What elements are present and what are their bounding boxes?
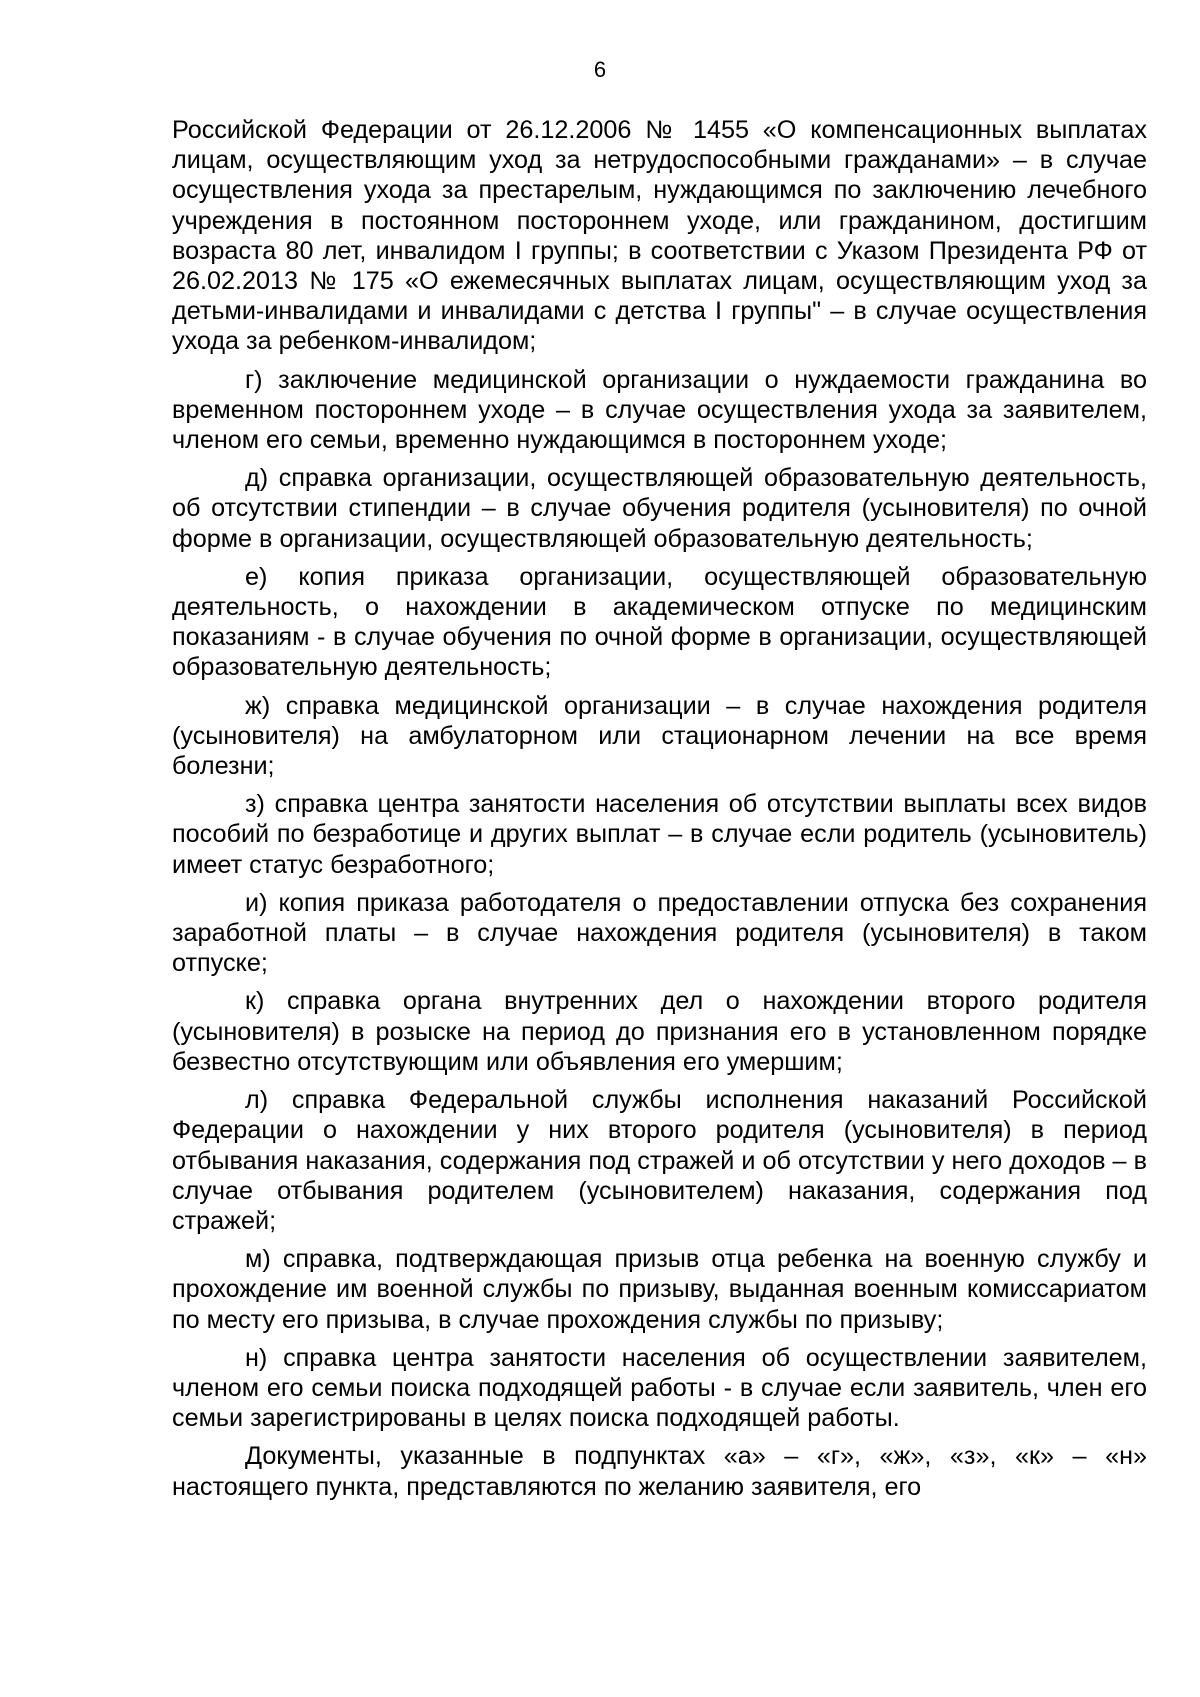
paragraph-continuation: Российской Федерации от 26.12.2006 № 1455 «О компенсационных выплатах лицам, осуществляющим уход за нетрудоспособными гражданами» – в случае осуществления ухода за престарелым, нуждающимся по заключению лечебного учреждения в постоянном постороннем уходе, или гражданином, достигшим возраста 80 лет, инвалидом I группы; в соответствии с Указом Президента РФ от 26.02.2013 № 175 «О ежемесячных выплатах лицам, осуществляющим уход за детьми-инвалидами и инвалидами с детства I группы" – в случае осуществления ухода за ребенком-инвалидом;: [172, 116, 1147, 356]
page-number: 6: [593, 57, 607, 82]
paragraph-item-e: е) копия приказа организации, осуществляющей образовательную деятельность, о нахождении в академическом отпуске по медицинским показаниям - в случае обучения по очной форме в организации, осуществляющей образовательную деятельность;: [172, 562, 1147, 682]
paragraph-item-i: и) копия приказа работодателя о предоставлении отпуска без сохранения заработной платы – в случае нахождения родителя (усыновителя) в таком отпуске;: [172, 888, 1147, 978]
paragraph-item-l: л) справка Федеральной службы исполнения наказаний Российской Федерации о нахождении у них второго родителя (усыновителя) в период отбывания наказания, содержания под стражей и об отсутствии у него доходов – в случае отбывания родителем (усыновителем) наказания, содержания под стражей;: [172, 1086, 1147, 1235]
paragraph-item-z: з) справка центра занятости населения об отсутствии выплаты всех видов пособий по безработице и других выплат – в случае если родитель (усыновитель) имеет статус безработного;: [172, 790, 1147, 879]
paragraph-item-zh: ж) справка медицинской организации – в случае нахождения родителя (усыновителя) на амбулаторном или стационарном лечении на все время болезни;: [172, 691, 1147, 781]
paragraph-item-m: м) справка, подтверждающая призыв отца ребенка на военную службу и прохождение им военной службы по призыву, выданная военным комиссариатом по месту его призыва, в случае прохождения службы по призыву;: [172, 1245, 1147, 1334]
paragraph-item-g: г) заключение медицинской организации о нуждаемости гражданина во временном постороннем уходе – в случае осуществления ухода за заявителем, членом его семьи, временно нуждающимся в постороннем уходе;: [172, 365, 1147, 455]
paragraph-item-n: н) справка центра занятости населения об осуществлении заявителем, членом его семьи поиска подходящей работы - в случае если заявитель, член его семьи зарегистрированы в целях поиска подходящей работы.: [172, 1343, 1147, 1433]
document-body: [172, 115, 1147, 1510]
paragraph-item-d: д) справка организации, осуществляющей образовательную деятельность, об отсутствии стипендии – в случае обучения родителя (усыновителя) по очной форме в организации, осуществляющей образовательную деятельность;: [172, 464, 1147, 553]
paragraph-documents-note: Документы, указанные в подпунктах «а» – «г», «ж», «з», «к» – «н» настоящего пункта, представляются по желанию заявителя, его: [172, 1442, 1147, 1501]
paragraph-item-k: к) справка органа внутренних дел о нахождении второго родителя (усыновителя) в розыске на период до признания его в установленном порядке безвестно отсутствующим или объявления его умершим;: [172, 987, 1147, 1076]
